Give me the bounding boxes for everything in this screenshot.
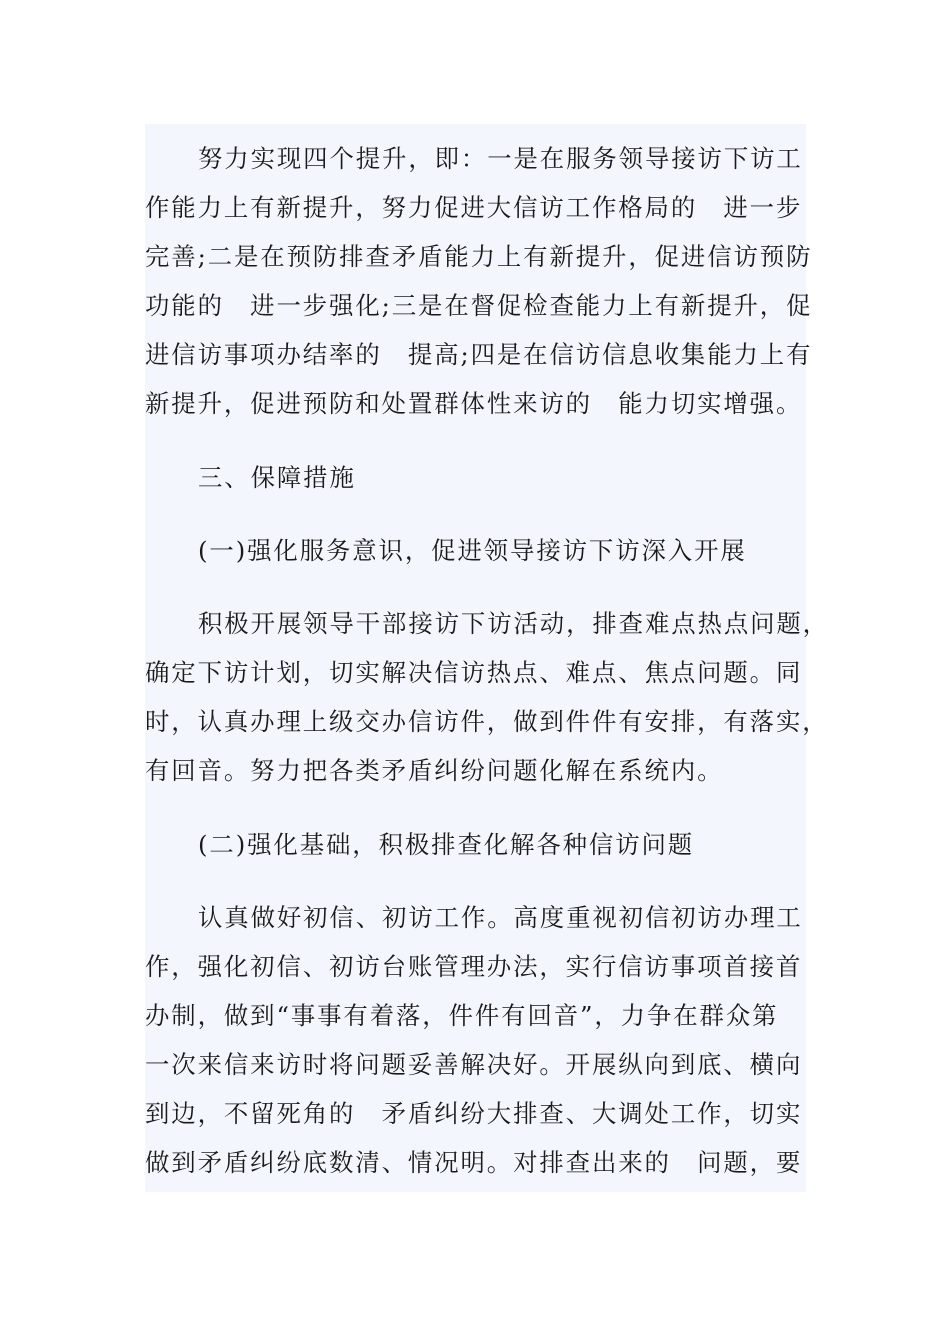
text-line: 进信访事项办结率的 提高;四是在信访信息收集能力上有 — [145, 340, 813, 369]
section-heading: 三、保障措施 — [198, 463, 356, 492]
text-line: 作能力上有新提升，努力促进大信访工作格局的 进一步 — [145, 193, 803, 222]
document-text-block — [145, 124, 829, 1192]
text-line: 确定下访计划，切实解决信访热点、难点、焦点问题。同 — [145, 658, 803, 687]
text-line: 一次来信来访时将问题妥善解决好。开展纵向到底、横向 — [145, 1050, 803, 1079]
subsection-heading: (一)强化服务意识，促进领导接访下访深入开展 — [198, 536, 747, 565]
text-line: 新提升，促进预防和处置群体性来访的 能力切实增强。 — [145, 389, 803, 418]
text-line: 办制，做到“事事有着落，件件有回音”，力争在群众第 — [145, 1001, 779, 1030]
text-line: 作，强化初信、初访台账管理办法，实行信访事项首接首 — [145, 952, 803, 981]
text-line: 完善;二是在预防排查矛盾能力上有新提升，促进信访预防 — [145, 242, 813, 271]
text-line: 做到矛盾纠纷底数清、情况明。对排查出来的 问题，要 — [145, 1148, 803, 1177]
text-line: 认真做好初信、初访工作。高度重视初信初访办理工 — [198, 903, 803, 932]
text-line: 功能的 进一步强化;三是在督促检查能力上有新提升，促 — [145, 291, 813, 320]
text-line: 到边，不留死角的 矛盾纠纷大排查、大调处工作，切实 — [145, 1099, 803, 1128]
text-line: 时，认真办理上级交办信访件，做到件件有安排，有落实， — [145, 707, 829, 736]
text-line: 努力实现四个提升，即：一是在服务领导接访下访工 — [198, 144, 803, 173]
subsection-heading: (二)强化基础，积极排查化解各种信访问题 — [198, 830, 695, 859]
text-line: 积极开展领导干部接访下访活动，排查难点热点问题， — [198, 609, 829, 638]
text-line: 有回音。努力把各类矛盾纠纷问题化解在系统内。 — [145, 756, 724, 785]
